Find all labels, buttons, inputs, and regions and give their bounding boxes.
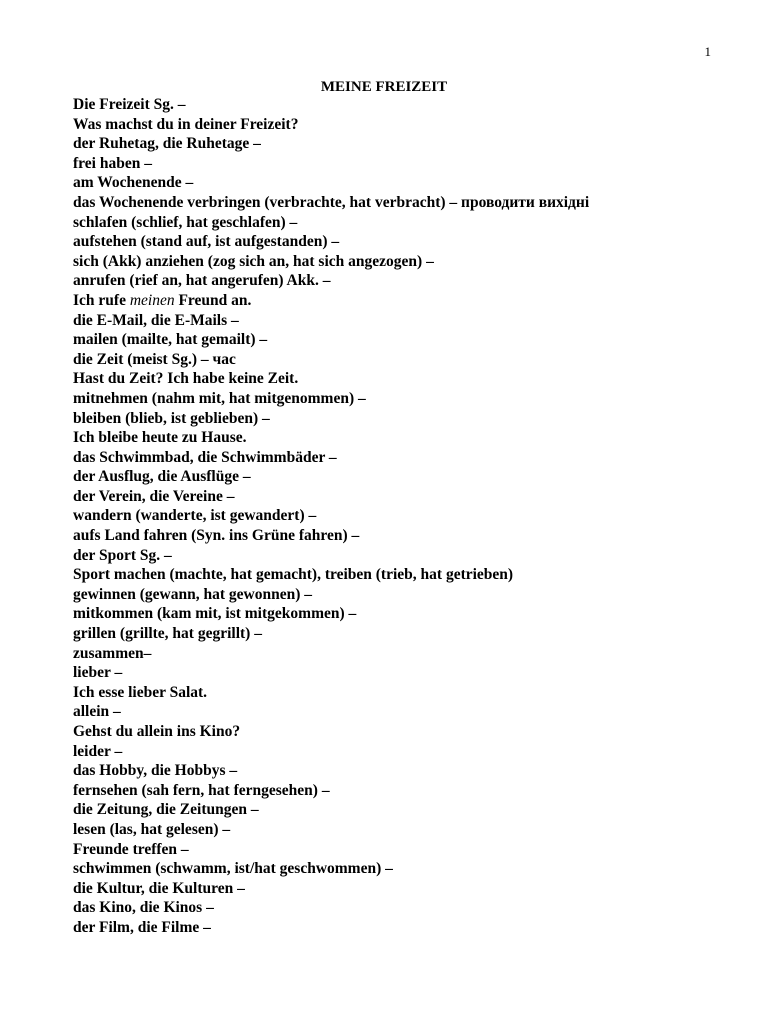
vocab-line-text: die Zeitung, die Zeitungen – <box>73 801 259 819</box>
vocab-line <box>73 702 713 722</box>
vocab-line <box>73 722 713 742</box>
vocab-line-text: Ich esse lieber Salat. <box>73 683 208 701</box>
vocab-line-text: Ich bleibe heute zu Hause. <box>73 429 247 447</box>
vocab-line-text: der Film, die Filme – <box>73 918 211 936</box>
vocab-line-text: die E-Mail, die E-Mails – <box>73 311 239 329</box>
page-number: 1 <box>704 44 711 59</box>
vocab-line <box>73 193 713 213</box>
page-title: MEINE FREIZEIT <box>320 79 448 95</box>
vocab-line-text: das Wochenende verbringen (verbrachte, hat verbracht) – проводити вихідні <box>73 193 590 211</box>
vocab-line <box>73 350 713 370</box>
vocab-line <box>73 840 713 860</box>
vocab-line <box>73 644 713 664</box>
vocab-line-text: Ich rufe <box>73 291 130 309</box>
vocab-line-text: wandern (wanderte, ist gewandert) – <box>73 507 317 525</box>
vocab-line-text: Freund an. <box>174 291 252 309</box>
vocab-line-text: frei haben – <box>73 154 152 172</box>
vocab-line <box>73 115 713 135</box>
vocab-line <box>73 291 713 311</box>
vocab-line-text: der Ausflug, die Ausflüge – <box>73 468 251 486</box>
vocab-line-text: am Wochenende – <box>73 174 194 192</box>
vocab-line-text: bleiben (blieb, ist geblieben) – <box>73 409 270 427</box>
vocab-line-text: leider – <box>73 742 123 760</box>
vocab-line-text: Die Freizeit Sg. – <box>73 96 186 113</box>
vocab-line <box>73 859 713 879</box>
vocab-line <box>73 781 713 801</box>
vocab-line <box>73 506 713 526</box>
vocab-line <box>73 232 713 252</box>
vocab-line <box>73 487 713 507</box>
vocab-line <box>73 213 713 233</box>
vocab-line <box>73 820 713 840</box>
vocab-line-text: Was machst du in deiner Freizeit? <box>73 115 299 133</box>
vocab-line <box>73 663 713 683</box>
vocab-line <box>73 467 713 487</box>
vocab-line-text: der Ruhetag, die Ruhetage – <box>73 135 261 153</box>
vocab-line <box>73 565 713 585</box>
vocab-line-text: die Kultur, die Kulturen – <box>73 879 245 897</box>
vocab-line-text: der Verein, die Vereine – <box>73 487 235 505</box>
vocab-line-text: das Schwimmbad, die Schwimmbäder – <box>73 448 337 466</box>
vocab-line <box>73 800 713 820</box>
vocab-line <box>73 428 713 448</box>
vocab-line <box>73 95 713 115</box>
vocab-line-text: aufstehen (stand auf, ist aufgestanden) – <box>73 233 340 251</box>
vocab-line <box>73 154 713 174</box>
vocab-line-text: der Sport Sg. – <box>73 546 172 564</box>
vocab-line-text: mitkommen (kam mit, ist mitgekommen) – <box>73 605 357 623</box>
vocab-line-italic-text: meinen <box>129 291 175 309</box>
vocab-line-text: zusammen– <box>73 644 152 662</box>
vocab-line <box>73 761 713 781</box>
vocab-line-text: sich (Akk) anziehen (zog sich an, hat sich angezogen) – <box>73 252 434 270</box>
vocab-line <box>73 918 713 938</box>
vocab-line <box>73 604 713 624</box>
vocab-line-text: Gehst du allein ins Kino? <box>73 723 241 740</box>
vocab-line <box>73 683 713 703</box>
vocab-line <box>73 252 713 272</box>
vocab-line-text: das Hobby, die Hobbys – <box>73 762 238 780</box>
vocab-line <box>73 409 713 429</box>
vocab-line-text: grillen (grillte, hat gegrillt) – <box>73 625 262 643</box>
vocab-line <box>73 448 713 468</box>
vocab-line-text: Hast du Zeit? Ich habe keine Zeit. <box>73 370 299 388</box>
vocab-line-text: lieber – <box>73 664 123 682</box>
vocab-line-text: lesen (las, hat gelesen) – <box>73 820 231 838</box>
vocab-line-text: die Zeit (meist Sg.) – час <box>73 350 236 368</box>
vocab-line <box>73 173 713 193</box>
vocab-line <box>73 624 713 644</box>
vocab-line-text: aufs Land fahren (Syn. ins Grüne fahren) – <box>73 527 360 545</box>
vocabulary-list <box>73 95 713 938</box>
vocab-line <box>73 311 713 331</box>
vocab-line-text: fernsehen (sah fern, hat ferngesehen) – <box>73 781 330 799</box>
vocab-line-text: schwimmen (schwamm, ist/hat geschwommen) – <box>73 860 393 878</box>
vocab-line-text: mitnehmen (nahm mit, hat mitgenommen) – <box>73 389 366 407</box>
vocab-line <box>73 898 713 918</box>
vocab-line <box>73 389 713 409</box>
vocab-line-text: schlafen (schlief, hat geschlafen) – <box>73 213 298 231</box>
vocab-line <box>73 879 713 899</box>
vocab-line-text: anrufen (rief an, hat angerufen) Akk. – <box>73 272 331 290</box>
vocab-line-text: das Kino, die Kinos – <box>73 899 214 917</box>
vocab-line-text: Freunde treffen – <box>73 840 189 858</box>
vocab-line <box>73 526 713 546</box>
vocab-line <box>73 134 713 154</box>
vocab-line-text: gewinnen (gewann, hat gewonnen) – <box>73 585 312 603</box>
vocab-line <box>73 369 713 389</box>
vocab-line <box>73 742 713 762</box>
vocab-line <box>73 585 713 605</box>
vocab-line-text: allein – <box>73 703 121 721</box>
vocab-line-text: Sport machen (machte, hat gemacht), treiben (trieb, hat getrieben) <box>73 566 514 584</box>
vocab-line <box>73 546 713 566</box>
vocab-line <box>73 271 713 291</box>
vocab-line <box>73 330 713 350</box>
vocab-line-text: mailen (mailte, hat gemailt) – <box>73 331 268 349</box>
